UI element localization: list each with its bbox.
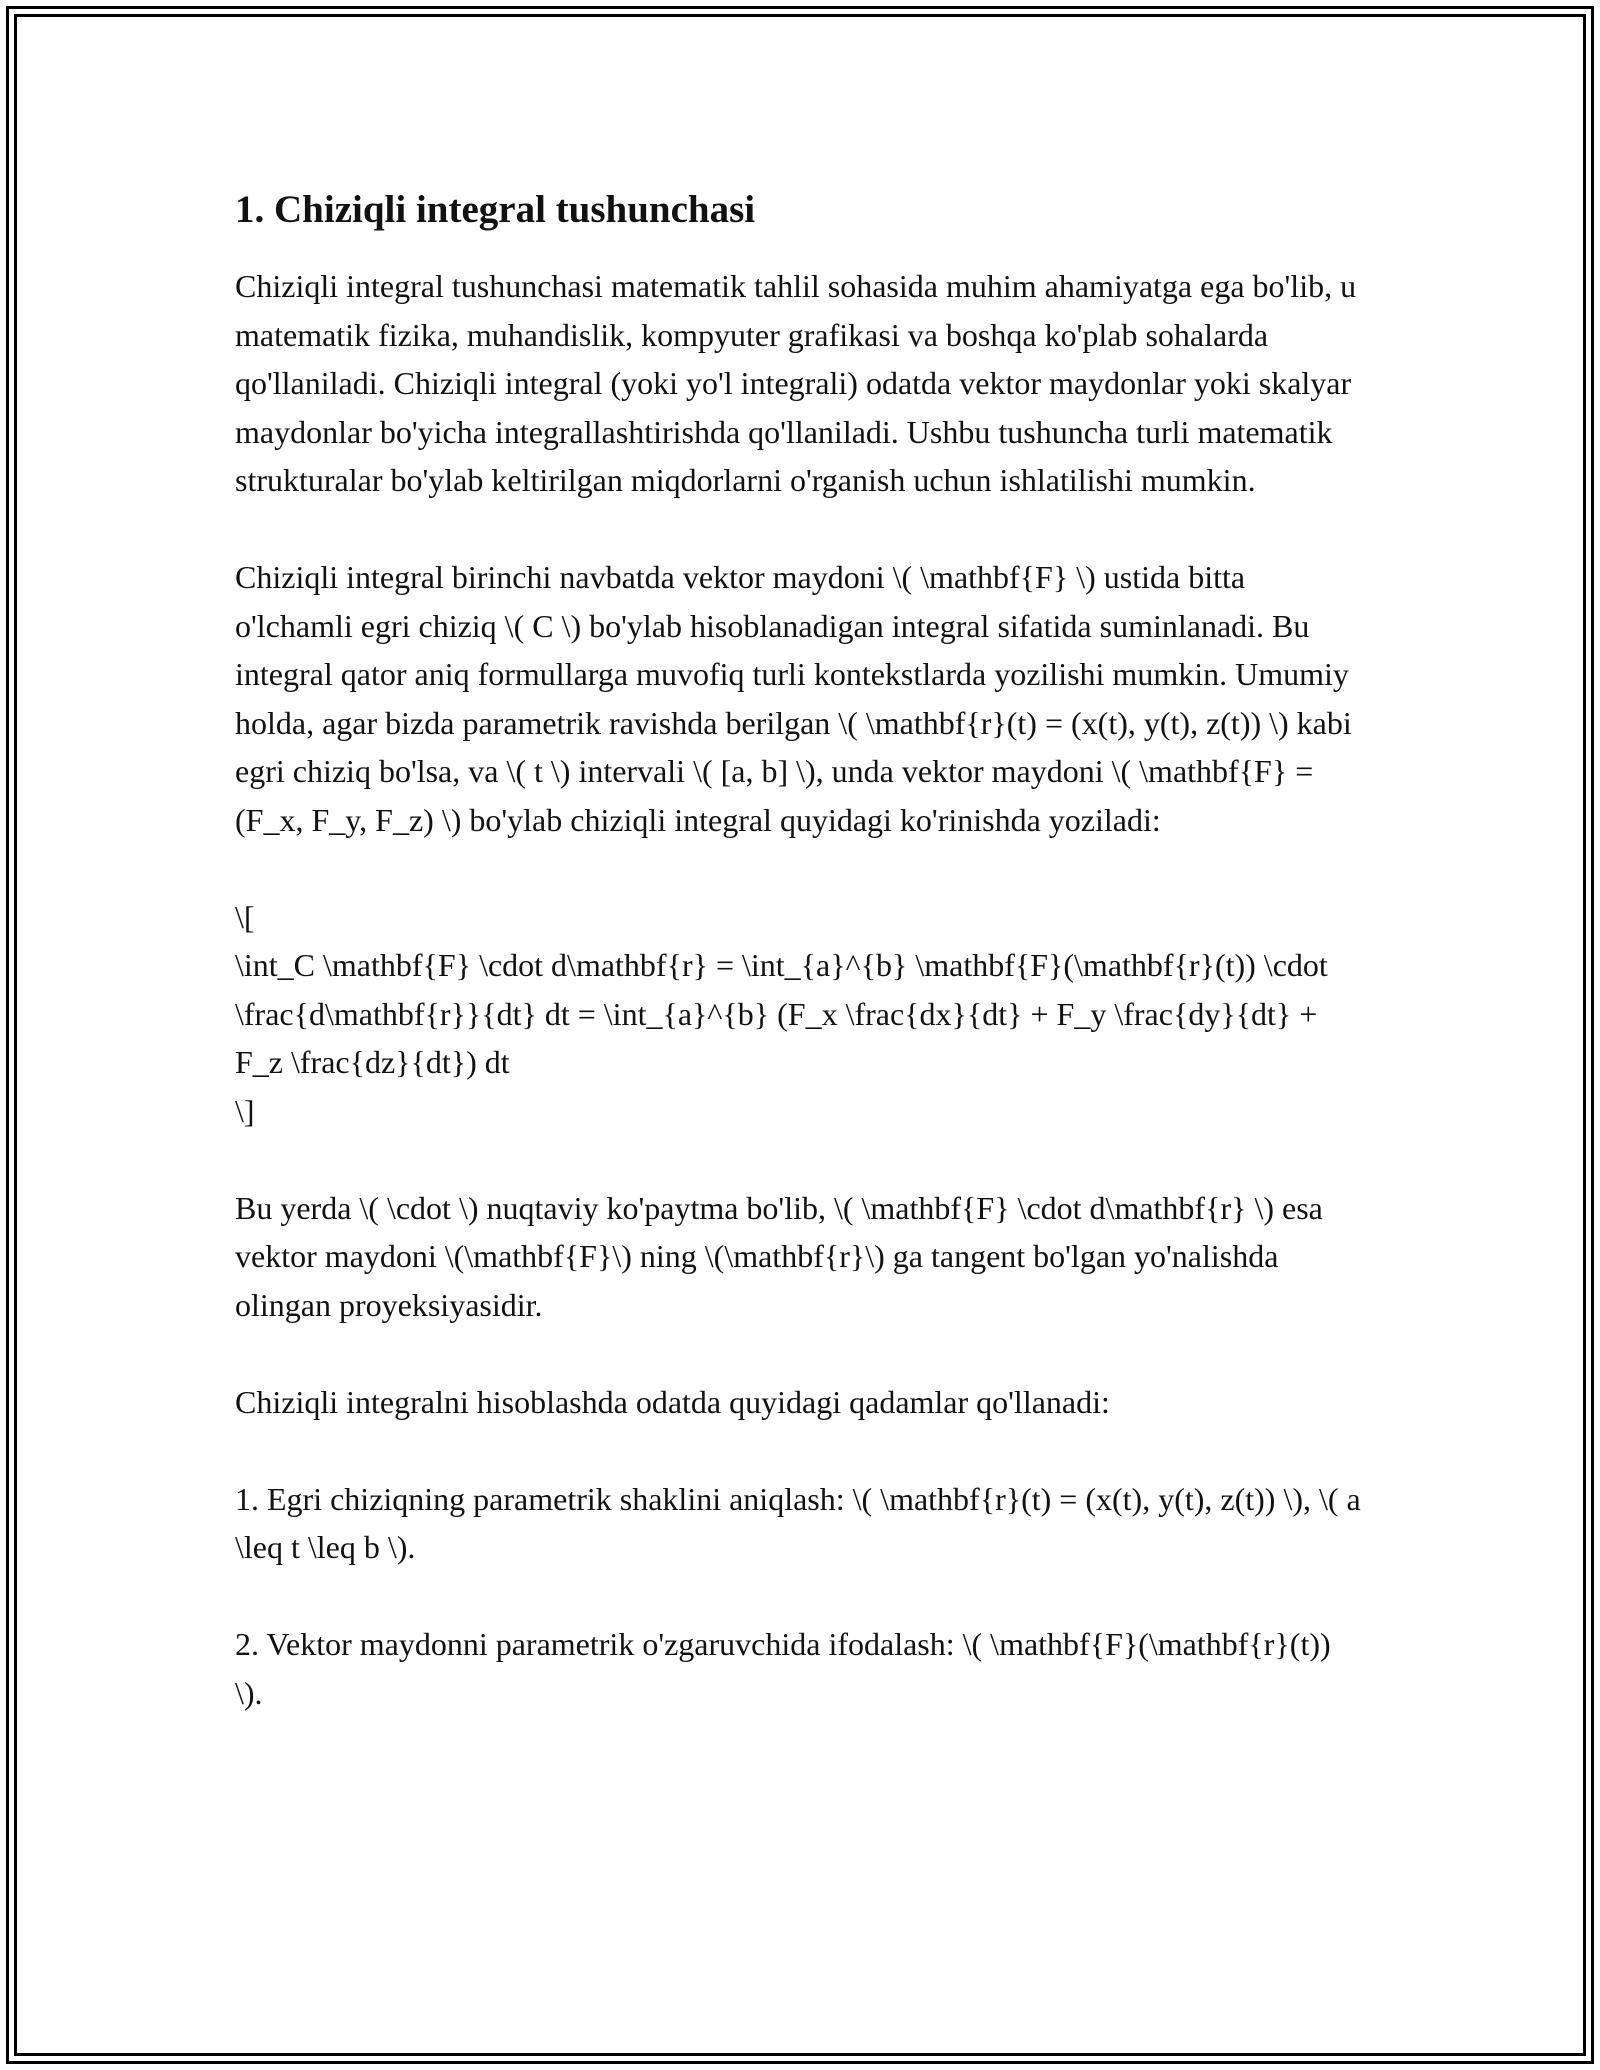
paragraph-gap	[235, 1426, 1365, 1475]
paragraph-definition: Chiziqli integral birinchi navbatda vektor maydoni \( \mathbf{F} \) ustida bitta o'lchamli egri chiziq \( C \) bo'ylab hisoblanadigan integral sifatida suminlanadi. Bu integral qator aniq formullarga muvofiq turli kontekstlarda yozilishi mumkin. Umumiy holda, agar bizda parametrik ravishda berilgan \( \mathbf{r}(t) = (x(t), y(t), z(t)) \) kabi egri chiziq bo'lsa, va \( t \) intervali \( [a, b] \), unda vektor maydoni \( \mathbf{F} = (F_x, F_y, F_z) \) bo'ylab chiziqli integral quyidagi ko'rinishda yoziladi:	[235, 559, 1360, 838]
step-item-2: 2. Vektor maydonni parametrik o'zgaruvchida ifodalash: \( \mathbf{F}(\mathbf{r}(t)) \).	[235, 1626, 1339, 1711]
step-item-1: 1. Egri chiziqning parametrik shaklini aniqlash: \( \mathbf{r}(t) = (x(t), y(t), z(t)) \), \( a \leq t \leq b \).	[235, 1480, 1369, 1565]
paragraph-gap	[235, 1329, 1365, 1378]
paragraph-gap	[235, 505, 1365, 554]
paragraph-gap	[235, 1572, 1365, 1621]
formula-block: \[ \int_C \mathbf{F} \cdot d\mathbf{r} = \int_{a}^{b} \mathbf{F}(\mathbf{r}(t)) \cdot \frac{d\mathbf{r}}{dt} dt = \int_{a}^{b} (F_x \frac{dx}{dt} + F_y \frac{dy}{dt} + F_z \frac{dz}{dt}) dt \]	[235, 898, 1328, 1129]
paragraph-gap	[235, 844, 1365, 893]
paragraph-steps-intro: Chiziqli integralni hisoblashda odatda quyidagi qadamlar qo'llanadi:	[235, 1383, 1110, 1420]
paragraph-intro: Chiziqli integral tushunchasi matematik tahlil sohasida muhim ahamiyatga ega bo'lib, u matematik fizika, muhandislik, kompyuter grafikasi va boshqa ko'plab sohalarda qo'llaniladi. Chiziqli integral (yoki yo'l integrali) odatda vektor maydonlar yoki skalyar maydonlar bo'yicha integrallashtirishda qo'llaniladi. Ushbu tushuncha turli matematik strukturalar bo'ylab keltirilgan miqdorlarni o'rganish uchun ishlatilishi mumkin.	[235, 268, 1365, 498]
paragraph-explanation: Bu yerda \( \cdot \) nuqtaviy ko'paytma bo'lib, \( \mathbf{F} \cdot d\mathbf{r} \) esa vektor maydoni \(\mathbf{F}\) ning \(\mathbf{r}\) ga tangent bo'lgan yo'nalishda olingan proyeksiyasidir.	[235, 1189, 1331, 1323]
paragraph-gap	[235, 1135, 1365, 1184]
section-heading: 1. Chiziqli integral tushunchasi	[235, 188, 756, 231]
document-body	[235, 186, 1369, 1717]
